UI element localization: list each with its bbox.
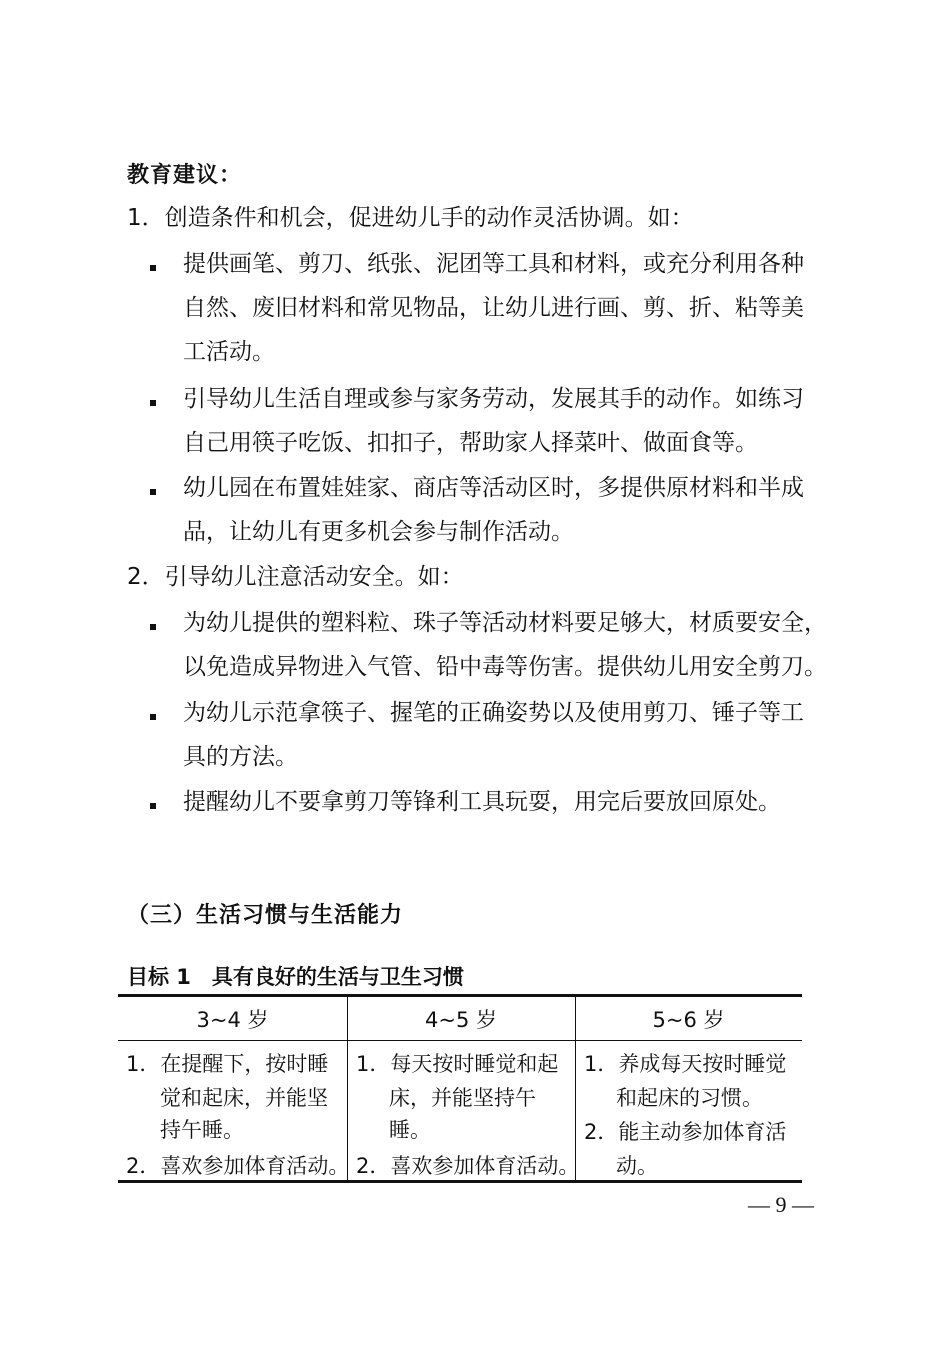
bullet-marker: [150, 265, 156, 271]
table-cell-text: 2．能主动参加体育活: [584, 1120, 787, 1144]
item1-bullet3-line1: 幼儿园在布置娃娃家、商店等活动区时，多提供原材料和半成: [183, 475, 804, 501]
table-header-age-3-4: 3~4 岁: [196, 1008, 269, 1032]
table-top-rule: [118, 994, 802, 997]
item1-title: 1．创造条件和机会，促进幼儿手的动作灵活协调。如：: [127, 205, 694, 231]
table-cell-text: 床，并能坚持午: [389, 1086, 536, 1110]
bullet-marker: [150, 400, 156, 406]
item2-title: 2．引导幼儿注意活动安全。如：: [127, 564, 464, 590]
item1-bullet1-line1: 提供画笔、剪刀、纸张、泥团等工具和材料，或充分利用各种: [183, 251, 804, 277]
table-cell-text: 觉和起床，并能坚: [160, 1086, 328, 1110]
table-cell-text: 2．喜欢参加体育活动。: [126, 1154, 350, 1178]
item2-bullet1-line2: 以免造成异物进入气管、铅中毒等伤害。提供幼儿用安全剪刀。: [183, 654, 827, 680]
page-number: — 9 —: [748, 1192, 814, 1217]
table-cell-text: 睡。: [389, 1118, 431, 1142]
table-cell-text: 2．喜欢参加体育活动。: [356, 1154, 580, 1178]
item2-bullet2-line1: 为幼儿示范拿筷子、握笔的正确姿势以及使用剪刀、锤子等工: [183, 700, 804, 726]
goal-title: 目标 1 具有良好的生活与卫生习惯: [127, 965, 464, 989]
table-header-rule: [118, 1040, 802, 1041]
table-cell-text: 持午睡。: [160, 1118, 244, 1142]
item2-bullet3-line1: 提醒幼儿不要拿剪刀等锋利工具玩耍，用完后要放回原处。: [183, 789, 781, 815]
table-cell-text: 1．每天按时睡觉和起: [356, 1052, 559, 1076]
goal-table: [118, 994, 802, 1184]
item1-bullet1-line3: 工活动。: [183, 339, 275, 365]
bullet-marker: [150, 714, 156, 720]
item1-bullet1-line2: 自然、废旧材料和常见物品，让幼儿进行画、剪、折、粘等美: [183, 295, 804, 321]
bullet-marker: [150, 489, 156, 495]
table-cell-text: 1．在提醒下，按时睡: [126, 1052, 329, 1076]
item2-bullet1-line1: 为幼儿提供的塑料粒、珠子等活动材料要足够大，材质要安全，: [183, 610, 827, 636]
table-cell-text: 1．养成每天按时睡觉: [584, 1052, 787, 1076]
table-cell-text: 动。: [616, 1154, 658, 1178]
bullet-marker: [150, 624, 156, 630]
table-cell-text: 和起床的习惯。: [616, 1086, 763, 1110]
item1-bullet2-line1: 引导幼儿生活自理或参与家务劳动，发展其手的动作。如练习: [183, 386, 804, 412]
table-header-age-4-5: 4~5 岁: [425, 1008, 497, 1032]
item2-bullet2-line2: 具的方法。: [183, 744, 298, 770]
table-header-age-5-6: 5~6 岁: [652, 1008, 725, 1032]
bullet-marker: [150, 803, 156, 809]
item1-bullet2-line2: 自己用筷子吃饭、扣扣子，帮助家人择菜叶、做面食等。: [183, 430, 758, 456]
item1-bullet3-line2: 品，让幼儿有更多机会参与制作活动。: [183, 519, 574, 545]
education-heading: 教育建议：: [127, 163, 243, 188]
section-heading: （三）生活习惯与生活能力: [127, 903, 404, 928]
